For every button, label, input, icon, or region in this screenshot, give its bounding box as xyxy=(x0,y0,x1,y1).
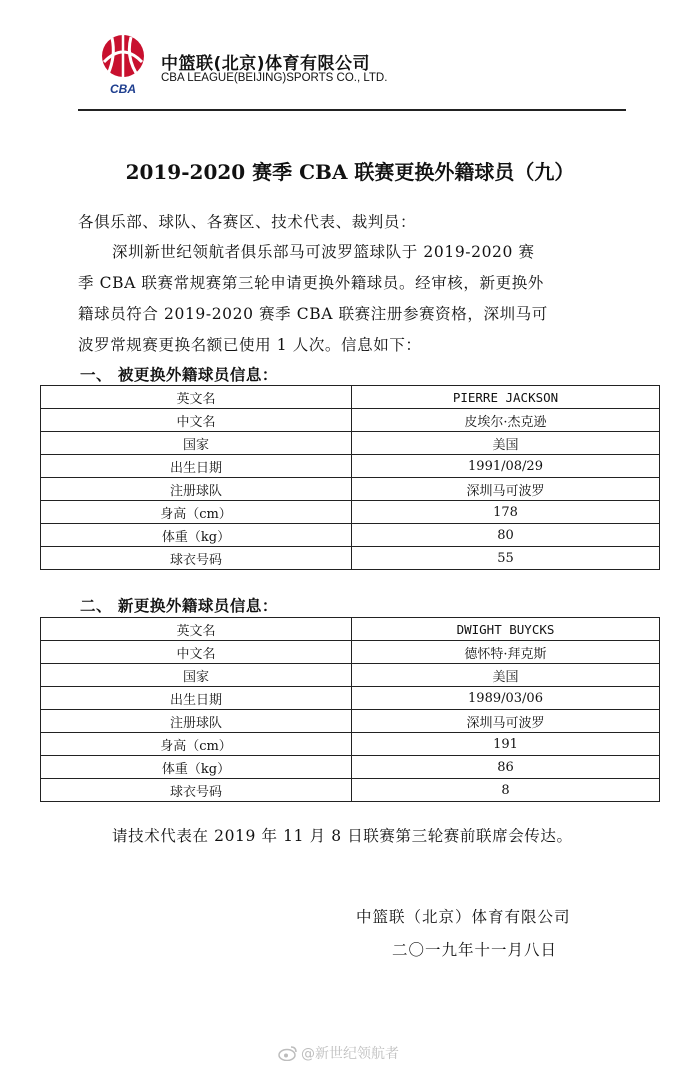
field-label: 中文名 xyxy=(41,409,352,432)
table-row xyxy=(41,478,660,501)
field-value: 178 xyxy=(352,501,660,524)
field-label: 英文名 xyxy=(41,386,352,409)
table-row xyxy=(41,524,660,547)
table-row xyxy=(41,664,660,687)
watermark-text: @新世纪领航者 xyxy=(301,1046,399,1062)
field-value: 8 xyxy=(352,779,660,802)
field-label: 英文名 xyxy=(41,618,352,641)
field-value: PIERRE JACKSON xyxy=(352,386,660,409)
weibo-icon xyxy=(278,1045,298,1061)
new-player-table xyxy=(40,617,660,802)
field-value: 美国 xyxy=(352,432,660,455)
table-row xyxy=(41,386,660,409)
header-divider xyxy=(78,109,626,111)
table-row xyxy=(41,547,660,570)
field-value: 德怀特·拜克斯 xyxy=(352,641,660,664)
field-label: 体重（kg） xyxy=(41,756,352,779)
field-value: 80 xyxy=(352,524,660,547)
salutation: 各俱乐部、球队、各赛区、技术代表、裁判员： xyxy=(78,213,417,231)
paragraph-line-1: 深圳新世纪领航者俱乐部马可波罗篮球队于 2019-2020 赛 xyxy=(112,243,535,261)
field-label: 球衣号码 xyxy=(41,779,352,802)
table-row xyxy=(41,756,660,779)
field-value: 191 xyxy=(352,733,660,756)
section2-heading: 二、 新更换外籍球员信息： xyxy=(80,596,278,615)
table-row xyxy=(41,455,660,478)
paragraph-line-3: 籍球员符合 2019-2020 赛季 CBA 联赛注册参赛资格，深圳马可 xyxy=(78,305,548,323)
document-title: 2019-2020 赛季 CBA 联赛更换外籍球员（九） xyxy=(125,160,575,184)
field-label: 体重（kg） xyxy=(41,524,352,547)
field-value: 55 xyxy=(352,547,660,570)
field-value: DWIGHT BUYCKS xyxy=(352,618,660,641)
field-label: 身高（cm） xyxy=(41,501,352,524)
table-row xyxy=(41,779,660,802)
field-label: 国家 xyxy=(41,432,352,455)
section1-heading: 一、 被更换外籍球员信息： xyxy=(80,365,278,384)
signature-org: 中篮联（北京）体育有限公司 xyxy=(356,908,571,926)
field-label: 注册球队 xyxy=(41,710,352,733)
field-label: 注册球队 xyxy=(41,478,352,501)
field-value: 1991/08/29 xyxy=(352,455,660,478)
table-row xyxy=(41,432,660,455)
field-label: 国家 xyxy=(41,664,352,687)
paragraph-line-4: 波罗常规赛更换名额已使用 1 人次。信息如下： xyxy=(78,336,422,354)
field-value: 1989/03/06 xyxy=(352,687,660,710)
paragraph-line-2: 季 CBA 联赛常规赛第三轮申请更换外籍球员。经审核，新更换外 xyxy=(78,274,544,292)
field-label: 中文名 xyxy=(41,641,352,664)
field-value: 皮埃尔·杰克逊 xyxy=(352,409,660,432)
field-label: 身高（cm） xyxy=(41,733,352,756)
org-name-en: CBA LEAGUE(BEIJING)SPORTS CO., LTD. xyxy=(161,72,388,84)
table-row xyxy=(41,687,660,710)
field-value: 深圳马可波罗 xyxy=(352,478,660,501)
field-value: 86 xyxy=(352,756,660,779)
replaced-player-table xyxy=(40,385,660,570)
table-row xyxy=(41,501,660,524)
weibo-watermark xyxy=(278,1043,399,1063)
signature-date: 二〇一九年十一月八日 xyxy=(392,941,558,959)
table-row xyxy=(41,618,660,641)
closing-line: 请技术代表在 2019 年 11 月 8 日联赛第三轮赛前联席会传达。 xyxy=(112,827,573,845)
table-row xyxy=(41,710,660,733)
table-row xyxy=(41,409,660,432)
table-row xyxy=(41,641,660,664)
logo-text: CBA xyxy=(110,82,136,96)
cba-logo xyxy=(96,32,150,98)
field-label: 球衣号码 xyxy=(41,547,352,570)
org-name-cn: 中篮联(北京)体育有限公司 xyxy=(161,54,371,74)
field-value: 美国 xyxy=(352,664,660,687)
field-value: 深圳马可波罗 xyxy=(352,710,660,733)
field-label: 出生日期 xyxy=(41,687,352,710)
field-label: 出生日期 xyxy=(41,455,352,478)
table-row xyxy=(41,733,660,756)
